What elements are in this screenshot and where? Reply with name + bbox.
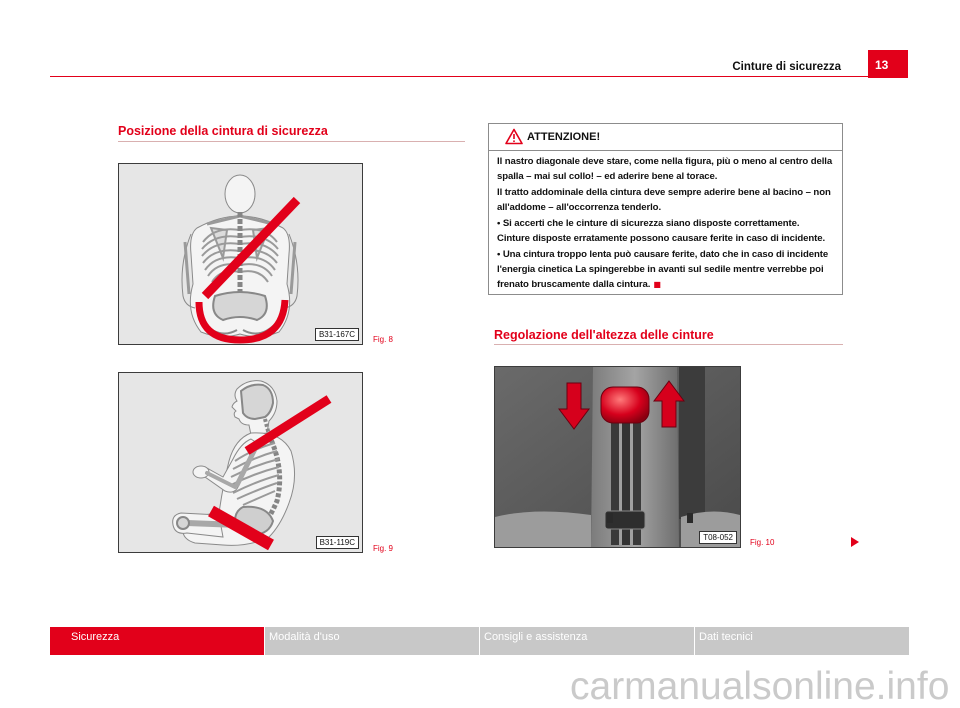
footer-tab-dati-tecnici: Dati tecnici xyxy=(695,627,909,655)
figure-10-caption: Fig. 10 xyxy=(750,538,775,547)
section-heading-rule xyxy=(118,141,465,142)
warning-paragraph xyxy=(497,247,832,292)
warning-triangle-icon xyxy=(505,128,523,145)
headrest-post xyxy=(607,513,613,523)
warning-line: l'energia cinetica La spingerebbe in avanti sul sedile mentre verrebbe poi xyxy=(497,264,824,275)
footer-tab-sicurezza: Sicurezza xyxy=(50,627,264,655)
warning-title: ATTENZIONE! xyxy=(527,131,601,143)
section-heading-height-adjust: Regolazione dell'altezza delle cinture xyxy=(494,328,714,342)
figure-8-back-view-belt xyxy=(118,163,363,345)
warning-body xyxy=(497,154,832,293)
footer-tab-modalita-uso: Modalità d'uso xyxy=(265,627,479,655)
footer-tab-consigli-assistenza: Consigli e assistenza xyxy=(480,627,694,655)
next-page-arrow-icon xyxy=(851,537,859,547)
figure-9-side-view-belt xyxy=(118,372,363,553)
height-adjuster-button xyxy=(601,387,649,423)
door-frame xyxy=(679,367,705,519)
warning-line: • Si accerti che le cinture di sicurezza siano disposte correttamente. xyxy=(497,218,800,229)
watermark: carmanualsonline.info xyxy=(570,665,950,708)
warning-line: all'addome – all'occorrenza tenderlo. xyxy=(497,202,662,213)
seat-left xyxy=(495,511,591,547)
header-rule xyxy=(50,76,868,77)
warning-line-text: frenato bruscamente dalla cintura. xyxy=(497,279,651,290)
headrest-post xyxy=(687,513,693,523)
figure-10-height-adjuster-photo xyxy=(494,366,741,548)
figure-8-illustration xyxy=(119,164,362,344)
warning-line: Il tratto addominale della cintura deve sempre aderire bene al bacino – non xyxy=(497,187,831,198)
figure-10-illustration xyxy=(495,367,740,547)
warning-header xyxy=(489,124,842,151)
figure-9-code: B31-119C xyxy=(316,536,359,549)
warning-line: • Una cintura troppo lenta può causare ferite, dato che in caso di incidente xyxy=(497,249,829,260)
footer-chapter-bar xyxy=(50,627,909,655)
warning-paragraph xyxy=(497,216,832,246)
warning-line: Il nastro diagonale deve stare, come nella figura, più o meno al centro della xyxy=(497,156,833,167)
figure-9-caption: Fig. 9 xyxy=(373,544,394,553)
section-heading-position: Posizione della cintura di sicurezza xyxy=(118,124,328,138)
warning-paragraph xyxy=(497,185,832,215)
page-number: 13 xyxy=(868,50,908,78)
warning-line-last xyxy=(497,277,832,292)
end-of-section-mark: ■ xyxy=(653,280,661,289)
warning-paragraph xyxy=(497,154,832,184)
warning-line: Cinture disposte erratamente possono causare ferite in caso di incidente. xyxy=(497,233,826,244)
figure-10-code: T08-052 xyxy=(699,531,737,544)
warning-box xyxy=(488,123,843,295)
figure-9-illustration xyxy=(119,373,362,552)
section-heading-rule xyxy=(494,344,843,345)
header-section-title: Cinture di sicurezza xyxy=(732,61,841,73)
warning-line: spalla – mai sul collo! – ed aderire bene al torace. xyxy=(497,171,718,182)
figure-8-caption: Fig. 8 xyxy=(373,335,394,344)
figure-8-code: B31-167C xyxy=(315,328,359,341)
